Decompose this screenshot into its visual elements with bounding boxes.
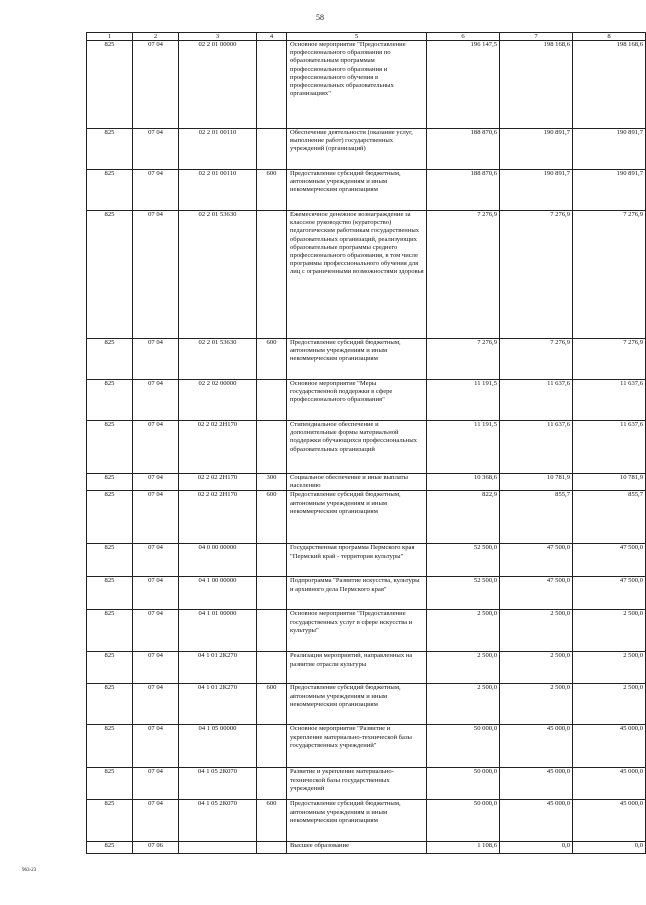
- cell-col-6: 7 276,9: [427, 211, 500, 339]
- cell-col-7: 190 891,7: [500, 170, 573, 211]
- cell-col-7: 2 500,0: [500, 684, 573, 725]
- cell-col-5: Основное мероприятие "Предоставление профессионального образования по образовательным программам профессионального образования и профессионального обучения в профессиональных образовательных организациях": [287, 41, 427, 129]
- cell-col-3: 04 1 00 00000: [179, 577, 257, 610]
- page-number: 58: [316, 13, 324, 22]
- cell-col-4: [257, 842, 287, 854]
- table-row: [87, 339, 646, 380]
- cell-col-6: 50 000,0: [427, 800, 500, 842]
- table-row: [87, 380, 646, 421]
- cell-col-8: 2 500,0: [573, 652, 646, 684]
- table-row: [87, 474, 646, 491]
- cell-col-7: 7 276,9: [500, 211, 573, 339]
- cell-col-5: Предоставление субсидий бюджетным, автономным учреждениям и иным некоммерческим организациям: [287, 684, 427, 725]
- cell-col-8: 45 000,0: [573, 768, 646, 800]
- cell-col-6: 52 500,0: [427, 544, 500, 577]
- cell-col-2: 07 04: [133, 725, 179, 768]
- cell-col-8: 11 637,6: [573, 421, 646, 474]
- cell-col-4: 600: [257, 170, 287, 211]
- cell-col-8: 198 168,6: [573, 41, 646, 129]
- cell-col-6: 50 000,0: [427, 725, 500, 768]
- cell-col-4: 600: [257, 684, 287, 725]
- cell-col-8: 0,0: [573, 842, 646, 854]
- cell-col-2: 07 04: [133, 684, 179, 725]
- cell-col-7: 47 500,0: [500, 544, 573, 577]
- cell-col-7: 190 891,7: [500, 129, 573, 170]
- cell-col-8: 45 000,0: [573, 725, 646, 768]
- cell-col-6: 50 000,0: [427, 768, 500, 800]
- cell-col-2: 07 04: [133, 800, 179, 842]
- cell-col-5: Высшее образование: [287, 842, 427, 854]
- cell-col-5: Социальное обеспечение и иные выплаты населению: [287, 474, 427, 491]
- cell-col-1: 825: [87, 129, 133, 170]
- cell-col-3: 02 2 01 00000: [179, 41, 257, 129]
- cell-col-8: 11 637,6: [573, 380, 646, 421]
- table-row: [87, 544, 646, 577]
- cell-col-4: [257, 577, 287, 610]
- cell-col-6: 188 870,6: [427, 129, 500, 170]
- table-row: [87, 684, 646, 725]
- cell-col-1: 825: [87, 491, 133, 544]
- cell-col-3: 02 2 02 2Н170: [179, 474, 257, 491]
- cell-col-4: 600: [257, 491, 287, 544]
- cell-col-6: 188 870,6: [427, 170, 500, 211]
- cell-col-2: 07 04: [133, 170, 179, 211]
- cell-col-4: [257, 41, 287, 129]
- cell-col-3: 02 2 02 00000: [179, 380, 257, 421]
- cell-col-4: 600: [257, 800, 287, 842]
- cell-col-5: Предоставление субсидий бюджетным, автономным учреждениям и иным некоммерческим организациям: [287, 800, 427, 842]
- cell-col-8: 45 000,0: [573, 800, 646, 842]
- cell-col-1: 825: [87, 577, 133, 610]
- cell-col-7: 0,0: [500, 842, 573, 854]
- cell-col-4: 300: [257, 474, 287, 491]
- cell-col-1: 825: [87, 800, 133, 842]
- column-header-2: 2: [133, 33, 179, 41]
- cell-col-1: 825: [87, 170, 133, 211]
- cell-col-3: 02 2 01 53630: [179, 211, 257, 339]
- cell-col-7: 855,7: [500, 491, 573, 544]
- cell-col-5: Подпрограмма "Развитие искусства, культуры и архивного дела Пермского края": [287, 577, 427, 610]
- cell-col-5: Стипендиальное обеспечение и дополнительные формы материальной поддержки обучающихся профессиональных образовательных организаций: [287, 421, 427, 474]
- cell-col-1: 825: [87, 41, 133, 129]
- cell-col-3: 04 0 00 00000: [179, 544, 257, 577]
- cell-col-5: Реализация мероприятий, направленных на развитие отрасли культуры: [287, 652, 427, 684]
- cell-col-3: 04 1 01 00000: [179, 610, 257, 652]
- cell-col-3: [179, 842, 257, 854]
- cell-col-8: 855,7: [573, 491, 646, 544]
- cell-col-3: 02 2 01 53630: [179, 339, 257, 380]
- cell-col-8: 7 276,9: [573, 211, 646, 339]
- table-row: [87, 652, 646, 684]
- cell-col-6: 1 108,6: [427, 842, 500, 854]
- cell-col-2: 07 04: [133, 577, 179, 610]
- cell-col-2: 07 04: [133, 41, 179, 129]
- cell-col-7: 47 500,0: [500, 577, 573, 610]
- cell-col-7: 198 168,6: [500, 41, 573, 129]
- cell-col-8: 190 891,7: [573, 170, 646, 211]
- table-row: [87, 129, 646, 170]
- cell-col-6: 2 500,0: [427, 684, 500, 725]
- cell-col-7: 7 276,9: [500, 339, 573, 380]
- cell-col-2: 07 04: [133, 421, 179, 474]
- cell-col-1: 825: [87, 544, 133, 577]
- cell-col-5: Государственная программа Пермского края "Пермский край - территория культуры": [287, 544, 427, 577]
- cell-col-1: 825: [87, 725, 133, 768]
- cell-col-4: [257, 652, 287, 684]
- cell-col-1: 825: [87, 610, 133, 652]
- cell-col-6: 10 368,6: [427, 474, 500, 491]
- column-header-1: 1: [87, 33, 133, 41]
- cell-col-8: 190 891,7: [573, 129, 646, 170]
- cell-col-4: [257, 421, 287, 474]
- cell-col-2: 07 04: [133, 544, 179, 577]
- cell-col-4: [257, 211, 287, 339]
- table-row: [87, 211, 646, 339]
- cell-col-2: 07 04: [133, 652, 179, 684]
- cell-col-2: 07 06: [133, 842, 179, 854]
- cell-col-6: 2 500,0: [427, 610, 500, 652]
- cell-col-4: [257, 725, 287, 768]
- table-row: [87, 577, 646, 610]
- cell-col-1: 825: [87, 842, 133, 854]
- cell-col-5: Ежемесячное денежное вознаграждение за классное руководство (кураторство) педагогическим работникам государственных образовательных организаций, реализующих образовательные программы среднего профессионального образования, в том числе программы профессионального обучения для лиц с ограниченными возможностями здоровья: [287, 211, 427, 339]
- cell-col-3: 02 2 01 00110: [179, 129, 257, 170]
- cell-col-1: 825: [87, 211, 133, 339]
- cell-col-2: 07 04: [133, 339, 179, 380]
- cell-col-5: Основное мероприятие "Меры государственной поддержки в сфере профессионального образования": [287, 380, 427, 421]
- cell-col-1: 825: [87, 652, 133, 684]
- cell-col-1: 825: [87, 380, 133, 421]
- cell-col-4: [257, 380, 287, 421]
- table-row: [87, 842, 646, 854]
- cell-col-6: 11 191,5: [427, 380, 500, 421]
- table-row: [87, 800, 646, 842]
- table-row: [87, 421, 646, 474]
- cell-col-2: 07 04: [133, 211, 179, 339]
- cell-col-7: 45 000,0: [500, 768, 573, 800]
- cell-col-5: Основное мероприятие "Предоставление государственных услуг в сфере искусства и культуры": [287, 610, 427, 652]
- cell-col-3: 04 1 01 2К270: [179, 652, 257, 684]
- cell-col-5: Основное мероприятие "Развитие и укрепление материально-технической базы государственных учреждений": [287, 725, 427, 768]
- cell-col-6: 7 276,9: [427, 339, 500, 380]
- cell-col-3: 02 2 02 2Н170: [179, 421, 257, 474]
- column-header-3: 3: [179, 33, 257, 41]
- cell-col-7: 2 500,0: [500, 610, 573, 652]
- cell-col-1: 825: [87, 421, 133, 474]
- column-header-5: 5: [287, 33, 427, 41]
- cell-col-6: 52 500,0: [427, 577, 500, 610]
- cell-col-1: 825: [87, 339, 133, 380]
- cell-col-1: 825: [87, 684, 133, 725]
- table-row: [87, 768, 646, 800]
- cell-col-5: Обеспечение деятельности (оказание услуг, выполнение работ) государственных учреждений (организаций): [287, 129, 427, 170]
- table-body: [87, 41, 646, 854]
- cell-col-4: [257, 610, 287, 652]
- cell-col-1: 825: [87, 474, 133, 491]
- cell-col-4: [257, 129, 287, 170]
- cell-col-4: [257, 768, 287, 800]
- cell-col-5: Развитие и укрепление материально-технической базы государственных учреждений: [287, 768, 427, 800]
- cell-col-5: Предоставление субсидий бюджетным, автономным учреждениям и иным некоммерческим организациям: [287, 170, 427, 211]
- cell-col-3: 04 1 05 2К070: [179, 768, 257, 800]
- cell-col-7: 45 000,0: [500, 725, 573, 768]
- cell-col-8: 47 500,0: [573, 577, 646, 610]
- cell-col-7: 11 637,6: [500, 380, 573, 421]
- cell-col-6: 2 500,0: [427, 652, 500, 684]
- cell-col-8: 47 500,0: [573, 544, 646, 577]
- table-row: [87, 725, 646, 768]
- cell-col-3: 04 1 01 2К270: [179, 684, 257, 725]
- table-row: [87, 41, 646, 129]
- cell-col-3: 02 2 01 00110: [179, 170, 257, 211]
- budget-table: [86, 32, 646, 854]
- cell-col-3: 04 1 05 00000: [179, 725, 257, 768]
- column-header-4: 4: [257, 33, 287, 41]
- cell-col-7: 45 000,0: [500, 800, 573, 842]
- cell-col-8: 10 781,9: [573, 474, 646, 491]
- cell-col-6: 822,9: [427, 491, 500, 544]
- column-header-6: 6: [427, 33, 500, 41]
- cell-col-8: 7 276,9: [573, 339, 646, 380]
- cell-col-3: 02 2 02 2Н170: [179, 491, 257, 544]
- cell-col-5: Предоставление субсидий бюджетным, автономным учреждениям и иным некоммерческим организациям: [287, 491, 427, 544]
- cell-col-6: 11 191,5: [427, 421, 500, 474]
- footer-code: 963-23: [22, 868, 37, 873]
- cell-col-5: Предоставление субсидий бюджетным, автономным учреждениям и иным некоммерческим организациям: [287, 339, 427, 380]
- cell-col-2: 07 04: [133, 474, 179, 491]
- cell-col-2: 07 04: [133, 129, 179, 170]
- cell-col-7: 10 781,9: [500, 474, 573, 491]
- cell-col-2: 07 04: [133, 380, 179, 421]
- column-header-8: 8: [573, 33, 646, 41]
- cell-col-7: 11 637,6: [500, 421, 573, 474]
- cell-col-1: 825: [87, 768, 133, 800]
- cell-col-6: 196 147,5: [427, 41, 500, 129]
- cell-col-2: 07 04: [133, 610, 179, 652]
- cell-col-4: [257, 544, 287, 577]
- cell-col-3: 04 1 05 2К070: [179, 800, 257, 842]
- cell-col-2: 07 04: [133, 491, 179, 544]
- cell-col-2: 07 04: [133, 768, 179, 800]
- cell-col-4: 600: [257, 339, 287, 380]
- table-row: [87, 610, 646, 652]
- header-row: [87, 33, 646, 41]
- column-header-7: 7: [500, 33, 573, 41]
- cell-col-7: 2 500,0: [500, 652, 573, 684]
- table-row: [87, 491, 646, 544]
- cell-col-8: 2 500,0: [573, 684, 646, 725]
- cell-col-8: 2 500,0: [573, 610, 646, 652]
- table-row: [87, 170, 646, 211]
